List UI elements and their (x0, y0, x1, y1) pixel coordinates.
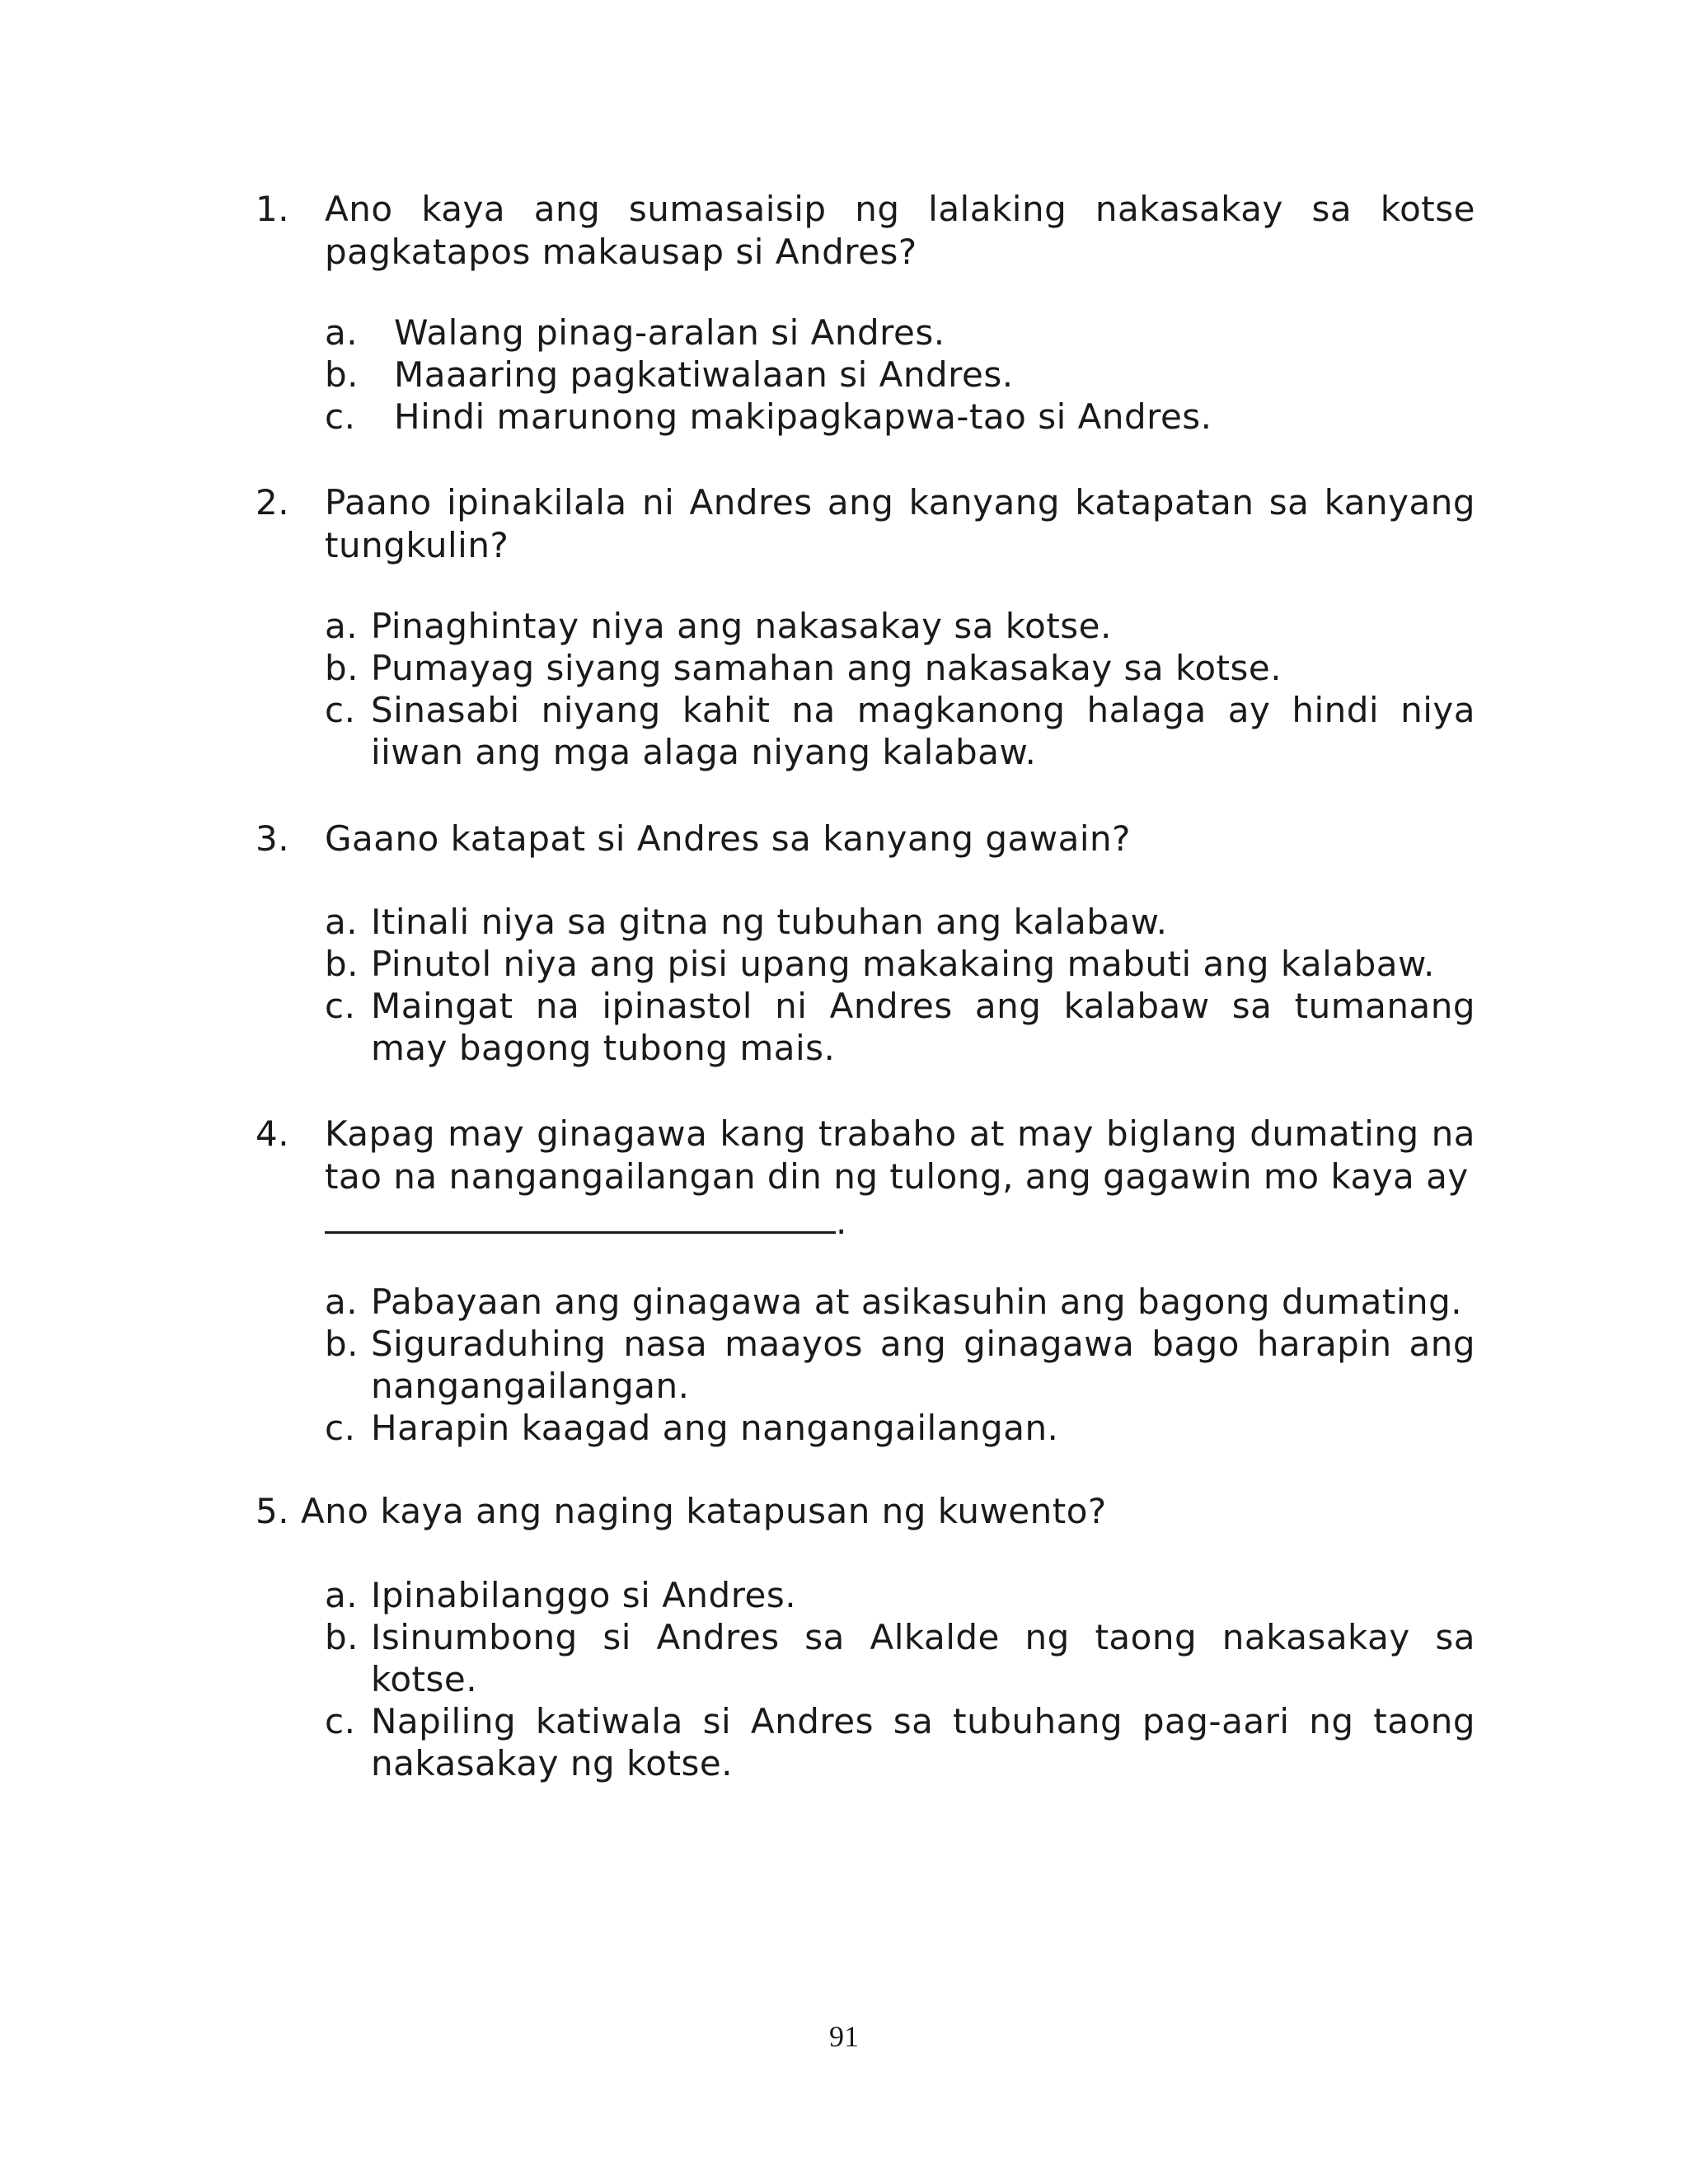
option-b: b. Isinumbong si Andres sa Alkalde ng taong nakasakay sa kotse. (325, 1617, 1475, 1699)
question-1 (256, 188, 1475, 274)
option-a: a. Pinaghintay niya ang nakasakay sa kotse. (325, 606, 1112, 646)
question-number: 1. (256, 189, 290, 229)
option-a: a. Itinali niya sa gitna ng tubuhan ang kalabaw. (325, 902, 1168, 942)
option-a: a. Pabayaan ang ginagawa at asikasuhin ang bagong dumating. (325, 1282, 1463, 1322)
question-2 (256, 481, 1475, 567)
options-list-5 (325, 1574, 1475, 1784)
option-c: c. Maingat na ipinastol ni Andres ang kalabaw sa tumanang may bagong tubong mais. (325, 986, 1475, 1068)
options-list-2 (325, 605, 1475, 773)
option-c: c. Harapin kaagad ang nangangailangan. (325, 1408, 1059, 1448)
option-b: b. Pumayag siyang samahan ang nakasakay sa kotse. (325, 648, 1282, 688)
page-number: 91 (829, 2020, 859, 2053)
question-number: 2. (256, 482, 290, 523)
option-c: c. Hindi marunong makipagkapwa-tao si Andres. (325, 396, 1212, 437)
question-3 (256, 818, 1475, 860)
question-5 (256, 1490, 1475, 1533)
option-b: b. Siguraduhing nasa maayos ang ginagawa bago harapin ang nangangailangan. (325, 1324, 1475, 1406)
question-text: Gaano katapat si Andres sa kanyang gawain? (325, 818, 1131, 859)
question-text: 5. Ano kaya ang naging katapusan ng kuwento? (256, 1491, 1107, 1531)
option-b: b. Maaaring pagkatiwalaan si Andres. (325, 354, 1014, 395)
question-text: Paano ipinakilala ni Andres ang kanyang katapatan sa kanyang tungkulin? (325, 482, 1475, 565)
options-list-1 (325, 312, 1475, 438)
question-number: 5. (256, 1491, 290, 1531)
question-text: Ano kaya ang sumasaisip ng lalaking nakasakay sa kotse pagkatapos makausap si Andres? (325, 189, 1475, 272)
answer-blank (325, 1198, 836, 1234)
question-number: 4. (256, 1113, 290, 1154)
question-text: Kapag may ginagawa kang trabaho at may biglang dumating na tao na nangangailangan din ng tulong, ang gagawin mo kaya ay . (325, 1113, 1475, 1242)
option-a: a. Ipinabilanggo si Andres. (325, 1575, 797, 1615)
option-c: c. Napiling katiwala si Andres sa tubuhang pag-aari ng taong nakasakay ng kotse. (325, 1701, 1475, 1783)
question-number: 3. (256, 818, 290, 859)
option-a: a. Walang pinag-aralan si Andres. (325, 312, 945, 353)
question-4 (256, 1113, 1475, 1244)
options-list-4 (325, 1281, 1475, 1449)
option-c: c. Sinasabi niyang kahit na magkanong halaga ay hindi niya iiwan ang mga alaga niyang kalabaw. (325, 690, 1475, 772)
option-b: b. Pinutol niya ang pisi upang makakaing mabuti ang kalabaw. (325, 944, 1435, 984)
options-list-3 (325, 901, 1475, 1069)
